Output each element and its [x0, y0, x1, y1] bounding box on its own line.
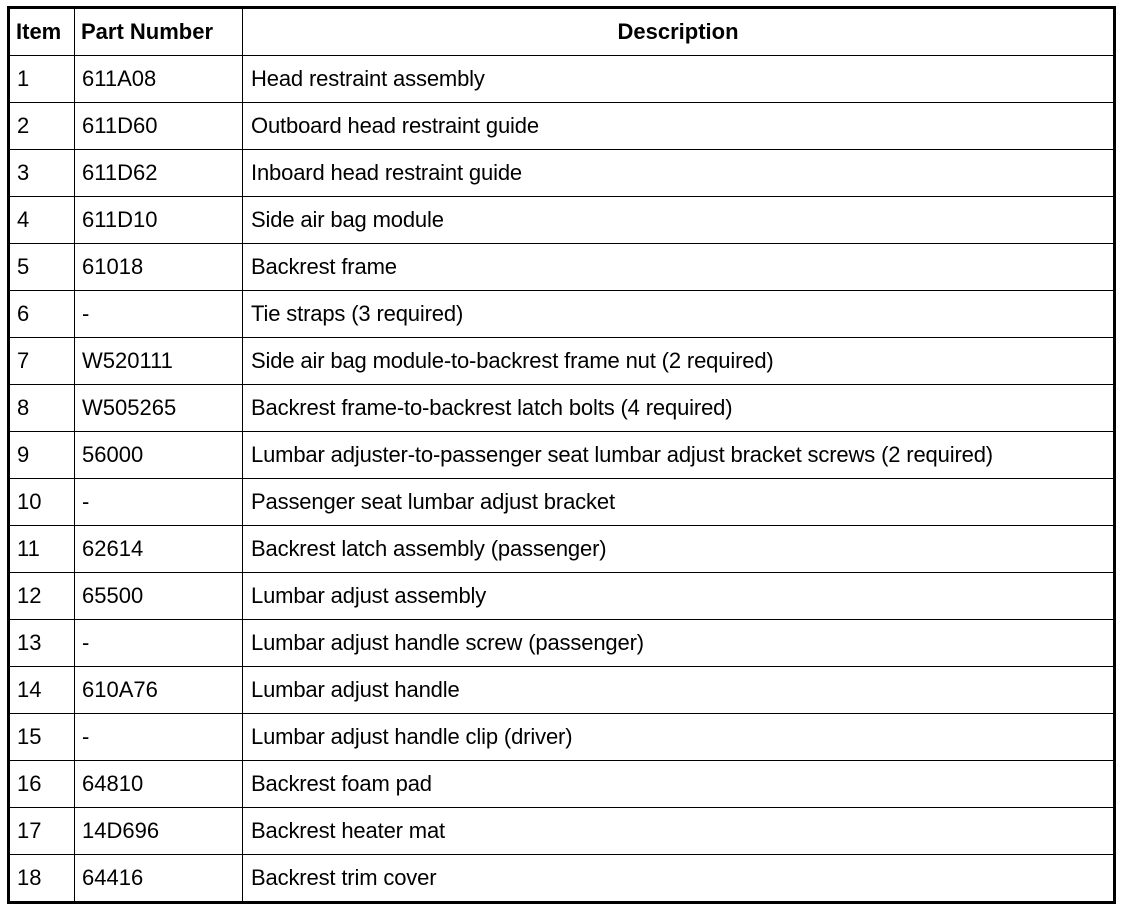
cell-item: 2 — [9, 103, 75, 150]
cell-item: 4 — [9, 197, 75, 244]
table-row — [9, 620, 1115, 667]
cell-part-number: W520111 — [75, 338, 243, 385]
cell-item: 3 — [9, 150, 75, 197]
cell-description: Head restraint assembly — [243, 56, 1115, 103]
table-row — [9, 385, 1115, 432]
cell-item: 9 — [9, 432, 75, 479]
cell-item: 16 — [9, 761, 75, 808]
table-row — [9, 150, 1115, 197]
cell-item: 8 — [9, 385, 75, 432]
cell-item: 13 — [9, 620, 75, 667]
cell-description: Inboard head restraint guide — [243, 150, 1115, 197]
table-header-row — [9, 8, 1115, 56]
cell-part-number: - — [75, 291, 243, 338]
cell-part-number: 610A76 — [75, 667, 243, 714]
cell-description: Side air bag module — [243, 197, 1115, 244]
cell-item: 11 — [9, 526, 75, 573]
cell-part-number: - — [75, 620, 243, 667]
cell-part-number: 56000 — [75, 432, 243, 479]
cell-description: Passenger seat lumbar adjust bracket — [243, 479, 1115, 526]
cell-part-number: 61018 — [75, 244, 243, 291]
cell-part-number: W505265 — [75, 385, 243, 432]
column-header-part-number: Part Number — [75, 8, 243, 56]
cell-description: Lumbar adjust handle — [243, 667, 1115, 714]
table-row — [9, 244, 1115, 291]
table-row — [9, 855, 1115, 903]
table-row — [9, 432, 1115, 479]
cell-part-number: 611A08 — [75, 56, 243, 103]
table-row — [9, 291, 1115, 338]
column-header-description: Description — [243, 8, 1115, 56]
cell-description: Backrest frame-to-backrest latch bolts (4 required) — [243, 385, 1115, 432]
cell-description: Side air bag module-to-backrest frame nut (2 required) — [243, 338, 1115, 385]
table-row — [9, 714, 1115, 761]
table-row — [9, 573, 1115, 620]
cell-description: Lumbar adjust handle clip (driver) — [243, 714, 1115, 761]
cell-description: Lumbar adjuster-to-passenger seat lumbar adjust bracket screws (2 required) — [243, 432, 1115, 479]
table-row — [9, 761, 1115, 808]
cell-description: Backrest frame — [243, 244, 1115, 291]
cell-part-number: 611D62 — [75, 150, 243, 197]
cell-item: 5 — [9, 244, 75, 291]
cell-part-number: 65500 — [75, 573, 243, 620]
table-row — [9, 103, 1115, 150]
table-row — [9, 197, 1115, 244]
cell-part-number: 611D60 — [75, 103, 243, 150]
table-row — [9, 56, 1115, 103]
cell-item: 7 — [9, 338, 75, 385]
table-row — [9, 338, 1115, 385]
cell-description: Backrest trim cover — [243, 855, 1115, 903]
cell-description: Backrest foam pad — [243, 761, 1115, 808]
cell-part-number: - — [75, 714, 243, 761]
cell-item: 14 — [9, 667, 75, 714]
cell-description: Tie straps (3 required) — [243, 291, 1115, 338]
cell-part-number: 62614 — [75, 526, 243, 573]
table-row — [9, 808, 1115, 855]
cell-item: 6 — [9, 291, 75, 338]
parts-table — [7, 6, 1116, 904]
cell-description: Backrest heater mat — [243, 808, 1115, 855]
cell-item: 18 — [9, 855, 75, 903]
cell-item: 12 — [9, 573, 75, 620]
cell-part-number: 14D696 — [75, 808, 243, 855]
cell-part-number: 611D10 — [75, 197, 243, 244]
cell-part-number: - — [75, 479, 243, 526]
cell-part-number: 64810 — [75, 761, 243, 808]
table-row — [9, 479, 1115, 526]
cell-item: 10 — [9, 479, 75, 526]
table-row — [9, 667, 1115, 714]
cell-part-number: 64416 — [75, 855, 243, 903]
cell-description: Lumbar adjust assembly — [243, 573, 1115, 620]
cell-description: Outboard head restraint guide — [243, 103, 1115, 150]
column-header-item: Item — [9, 8, 75, 56]
cell-item: 15 — [9, 714, 75, 761]
table-row — [9, 526, 1115, 573]
cell-description: Lumbar adjust handle screw (passenger) — [243, 620, 1115, 667]
cell-item: 17 — [9, 808, 75, 855]
cell-item: 1 — [9, 56, 75, 103]
cell-description: Backrest latch assembly (passenger) — [243, 526, 1115, 573]
